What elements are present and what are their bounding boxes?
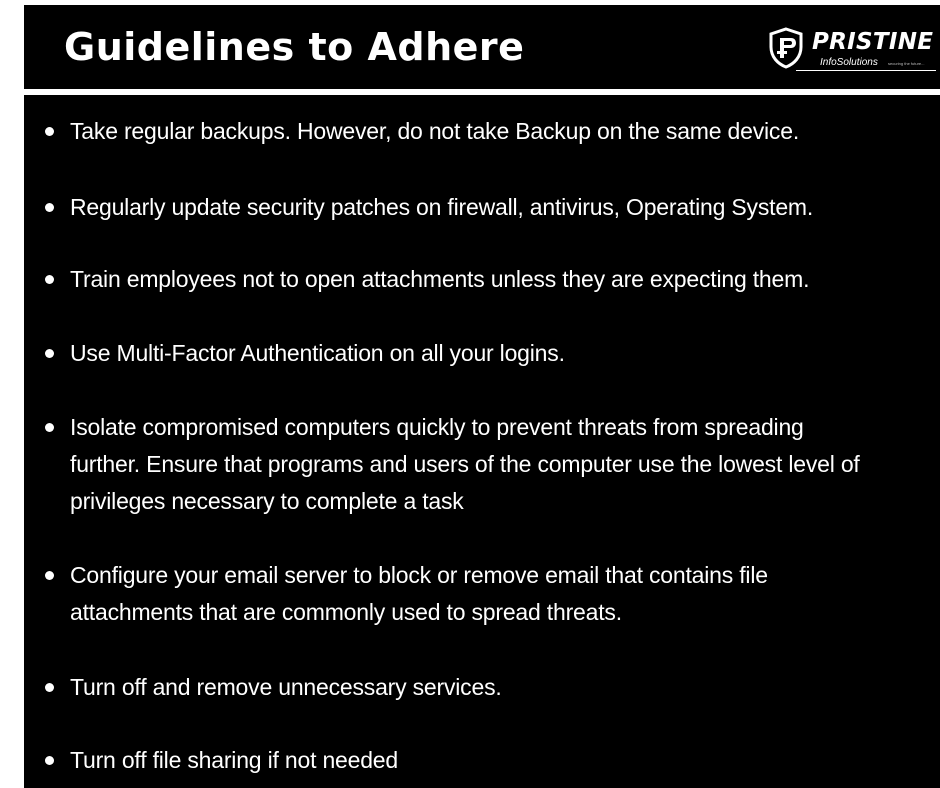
list-item-text (70, 113, 940, 150)
list-item-line: privileges necessary to complete a task (70, 488, 464, 514)
list-item-line: Take regular backups. However, do not take Backup on the same device. (70, 118, 800, 144)
bullet-icon (45, 756, 54, 765)
list-item-line: Turn off file sharing if not needed (70, 747, 398, 773)
list-item-text (70, 557, 940, 631)
list-item-text (70, 409, 940, 520)
bullet-icon (45, 275, 54, 284)
bullet-icon (45, 349, 54, 358)
header-banner (24, 5, 940, 89)
page-title: Guidelines to Adhere (64, 25, 525, 69)
list-item-text (70, 669, 940, 706)
list-item-line: further. Ensure that programs and users of the computer use the lowest level of (70, 451, 860, 477)
bullet-icon (45, 423, 54, 432)
list-item-text (70, 742, 940, 779)
bullet-icon (45, 571, 54, 580)
shield-logo-icon (768, 27, 804, 69)
list-item-line: Isolate compromised computers quickly to prevent threats from spreading (70, 414, 804, 440)
list-item-text (70, 261, 940, 298)
list-item-line: Configure your email server to block or remove email that contains file (70, 562, 768, 588)
list-item-line: Turn off and remove unnecessary services. (70, 674, 502, 700)
list-item-text (70, 335, 940, 372)
pristine-logo (768, 27, 938, 77)
logo-name: PRISTINE (812, 29, 934, 55)
logo-tagline: securing the future... (888, 61, 925, 66)
logo-subtitle: InfoSolutions (820, 57, 878, 68)
logo-underline (796, 70, 936, 71)
bullet-icon (45, 127, 54, 136)
list-item-line: Use Multi-Factor Authentication on all your logins. (70, 340, 565, 366)
list-item-text (70, 189, 940, 226)
bullet-icon (45, 203, 54, 212)
list-item-line: Regularly update security patches on firewall, antivirus, Operating System. (70, 194, 814, 220)
bullet-icon (45, 683, 54, 692)
list-item-line: attachments that are commonly used to spread threats. (70, 599, 622, 625)
list-item-line: Train employees not to open attachments unless they are expecting them. (70, 266, 810, 292)
guidelines-panel (24, 95, 940, 788)
